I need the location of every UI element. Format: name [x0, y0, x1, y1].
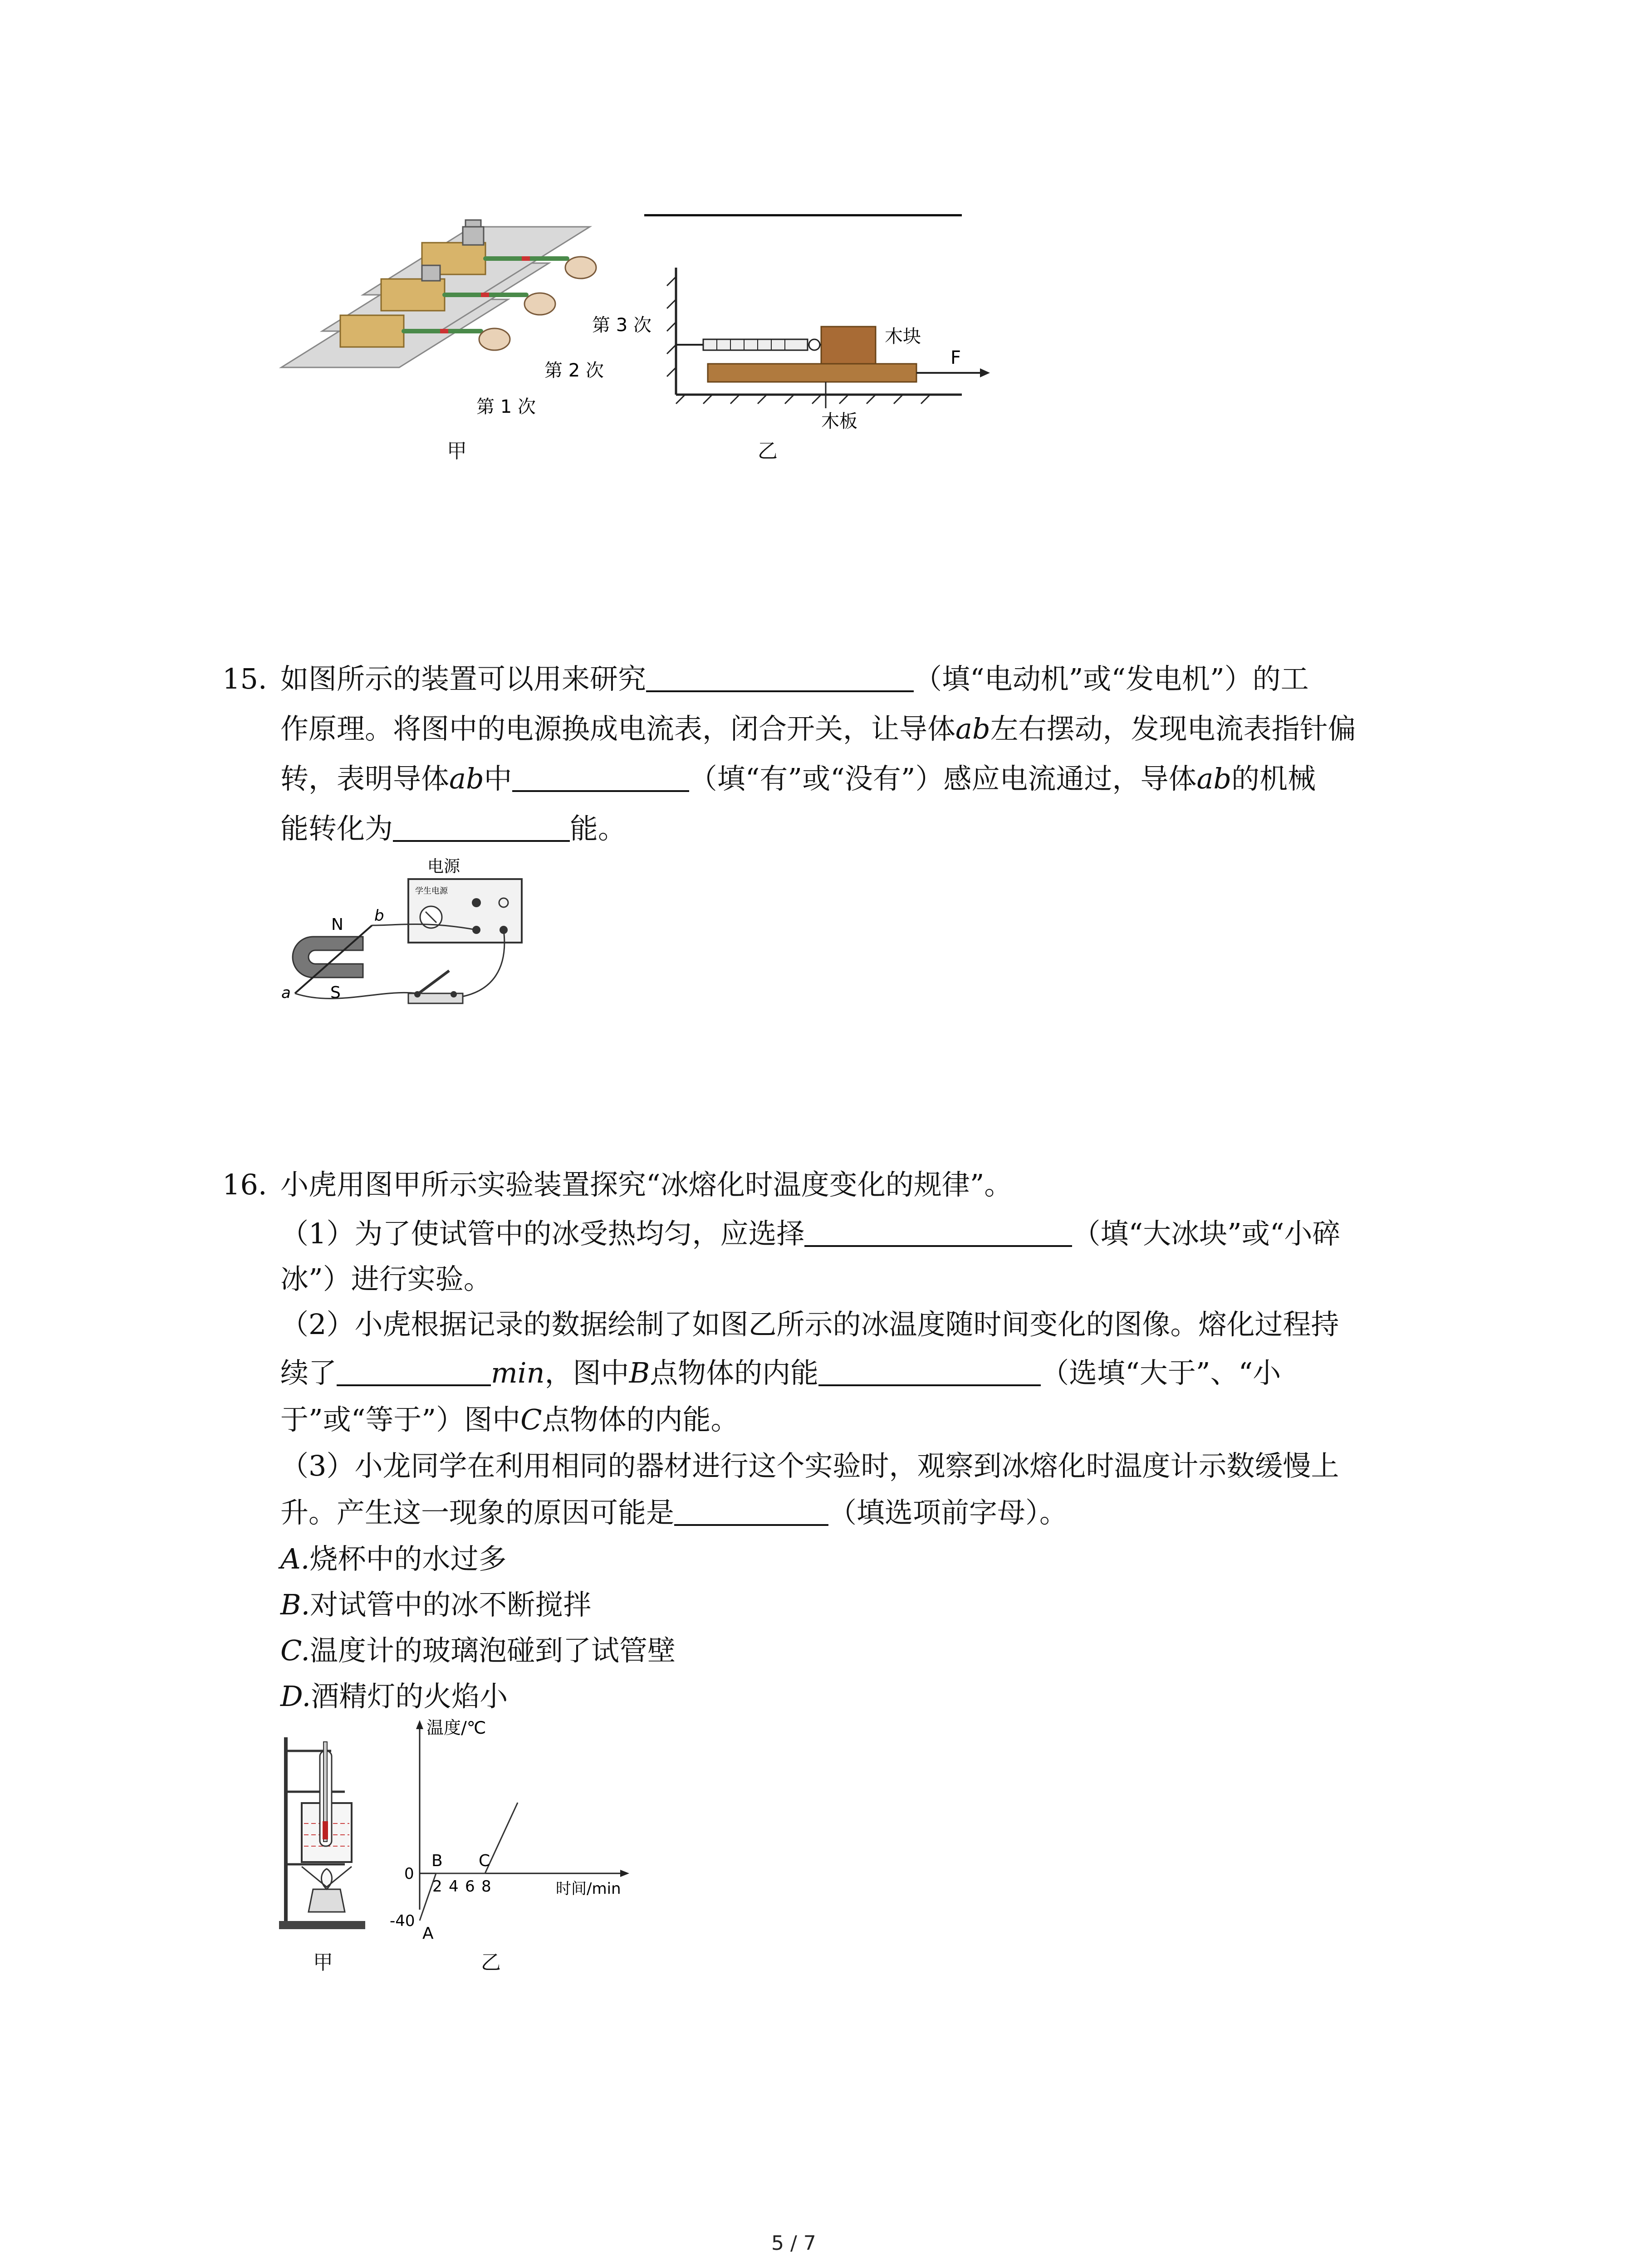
q14-label-force: F [950, 347, 961, 368]
q15-line2 [280, 705, 1356, 753]
chart-x-tick-label: 8 [481, 1877, 491, 1896]
q16-caption-jia: 甲 [313, 1951, 333, 1974]
q15-var: ab [1196, 762, 1232, 795]
q16-text: 点物体的内能。 [542, 1403, 739, 1436]
q16-text: ，图中 [544, 1356, 629, 1389]
q15-blank-3[interactable] [393, 812, 570, 842]
q16-intro: 小虎用图甲所示实验装置探究“冰熔化时温度变化的规律”。 [280, 1168, 1013, 1201]
chart-ylabel: 温度/℃ [426, 1718, 486, 1738]
q15-label-s: S [330, 983, 341, 1002]
q14-figure-jia [272, 218, 681, 431]
chart-x-tick-label: 2 [432, 1877, 442, 1896]
q16-text: （选填“大于”、“小 [1041, 1356, 1281, 1389]
q16-text: （填选项前字母）。 [828, 1496, 1068, 1529]
q15-text: 能。 [570, 812, 627, 845]
q15-number: 15. [222, 662, 267, 695]
q16-unit: min [491, 1356, 545, 1389]
q16-var: B [629, 1356, 650, 1389]
q16-caption-yi: 乙 [481, 1951, 501, 1974]
q15-blank-1[interactable] [646, 662, 914, 692]
q15-text: 能转化为 [280, 812, 393, 845]
page-number: 5 / 7 [771, 2232, 816, 2255]
q15-var: ab [955, 712, 990, 745]
q16-text: 续了 [280, 1356, 337, 1389]
q16-option-text: 酒精灯的火焰小 [311, 1680, 508, 1713]
q14-label-block: 木块 [885, 326, 921, 347]
q15-text: 左右摆动，发现电流表指针偏 [990, 712, 1356, 745]
chart-point-label-a: A [422, 1924, 434, 1943]
q16-apparatus-figure [277, 1733, 367, 1932]
q15-text: （填“有”或“没有”）感应电流通过，导体 [689, 762, 1197, 795]
q15-label-b: b [374, 907, 384, 925]
q16-option-d[interactable] [280, 1673, 508, 1720]
chart-x-tick-label: 6 [465, 1877, 475, 1896]
q16-option-letter: A. [280, 1542, 310, 1575]
q15-label-panel: 学生电源 [415, 886, 448, 896]
q16-blank-1[interactable] [804, 1217, 1072, 1247]
q14-label-trial2: 第 2 次 [544, 360, 604, 381]
q15-text: 的机械 [1231, 762, 1316, 795]
q14-answer-blank[interactable] [644, 214, 962, 216]
q16-part1-line2: 冰”）进行实验。 [280, 1262, 492, 1295]
q15-line3 [280, 755, 1316, 802]
q16-option-letter: D. [280, 1680, 311, 1713]
q15-label-power: 电源 [427, 857, 460, 876]
q16-blank-2[interactable] [337, 1356, 491, 1386]
q16-text: （1）为了使试管中的冰受热均匀，应选择 [280, 1217, 805, 1250]
q16-option-b[interactable] [280, 1581, 591, 1628]
chart-point-label-b: B [431, 1852, 443, 1870]
q15-line4 [280, 805, 626, 852]
q15-text: 如图所示的装置可以用来研究 [280, 662, 647, 695]
q16-part3-line1: （3）小龙同学在利用相同的器材进行这个实验时，观察到冰熔化时温度计示数缓慢上 [280, 1449, 1339, 1482]
q16-option-a[interactable] [280, 1535, 507, 1583]
q16-part1-line1 [280, 1210, 1341, 1257]
q14-label-trial3: 第 3 次 [592, 315, 652, 336]
q14-caption-yi: 乙 [758, 440, 778, 463]
q15-text: 中 [484, 762, 512, 795]
q15-line1 [280, 655, 1309, 703]
chart-xlabel: 时间/min [556, 1880, 621, 1898]
q16-part2-line1: （2）小虎根据记录的数据绘制了如图乙所示的冰温度随时间变化的图像。熔化过程持 [280, 1308, 1339, 1341]
q14-figure-yi [667, 263, 994, 435]
q16-text: 升。产生这一现象的原因可能是 [280, 1496, 675, 1529]
q15-text: （填“电动机”或“发电机”）的工 [914, 662, 1309, 695]
q15-text: 转，表明导体 [280, 762, 450, 795]
q16-part2-line2 [280, 1349, 1281, 1397]
q16-text: （填“大冰块”或“小碎 [1072, 1217, 1341, 1250]
q16-option-letter: B. [280, 1588, 310, 1621]
q15-figure [281, 857, 535, 1030]
q16-option-letter: C. [280, 1634, 310, 1667]
q16-blank-4[interactable] [674, 1496, 828, 1526]
q16-temperature-chart [388, 1718, 647, 1943]
chart-y-tick-label: -40 [390, 1912, 415, 1930]
q16-text: 点物体的内能 [650, 1356, 819, 1389]
q14-caption-jia: 甲 [447, 440, 467, 463]
q16-part2-line3 [280, 1396, 739, 1443]
q15-var: ab [449, 762, 484, 795]
q16-option-text: 温度计的玻璃泡碰到了试管壁 [309, 1634, 676, 1667]
q16-part3-line2 [280, 1489, 1068, 1536]
q16-option-c[interactable] [280, 1627, 676, 1674]
q15-label-a: a [281, 984, 291, 1002]
q15-text: 作原理。将图中的电源换成电流表，闭合开关，让导体 [280, 712, 956, 745]
q16-option-text: 烧杯中的水过多 [309, 1542, 507, 1575]
chart-x-tick-label: 4 [449, 1877, 459, 1896]
chart-point-label-c: C [479, 1852, 490, 1870]
q15-label-n: N [331, 915, 343, 934]
q16-option-text: 对试管中的冰不断搅拌 [310, 1588, 592, 1621]
q15-blank-2[interactable] [512, 762, 689, 792]
q14-label-trial1: 第 1 次 [476, 396, 536, 417]
q16-blank-3[interactable] [818, 1356, 1041, 1386]
q16-var: C [520, 1403, 542, 1436]
chart-y-tick-label: 0 [404, 1865, 414, 1883]
q16-number: 16. [222, 1168, 267, 1201]
q14-label-board: 木板 [821, 411, 857, 432]
q16-text: 于”或“等于”）图中 [280, 1403, 521, 1436]
